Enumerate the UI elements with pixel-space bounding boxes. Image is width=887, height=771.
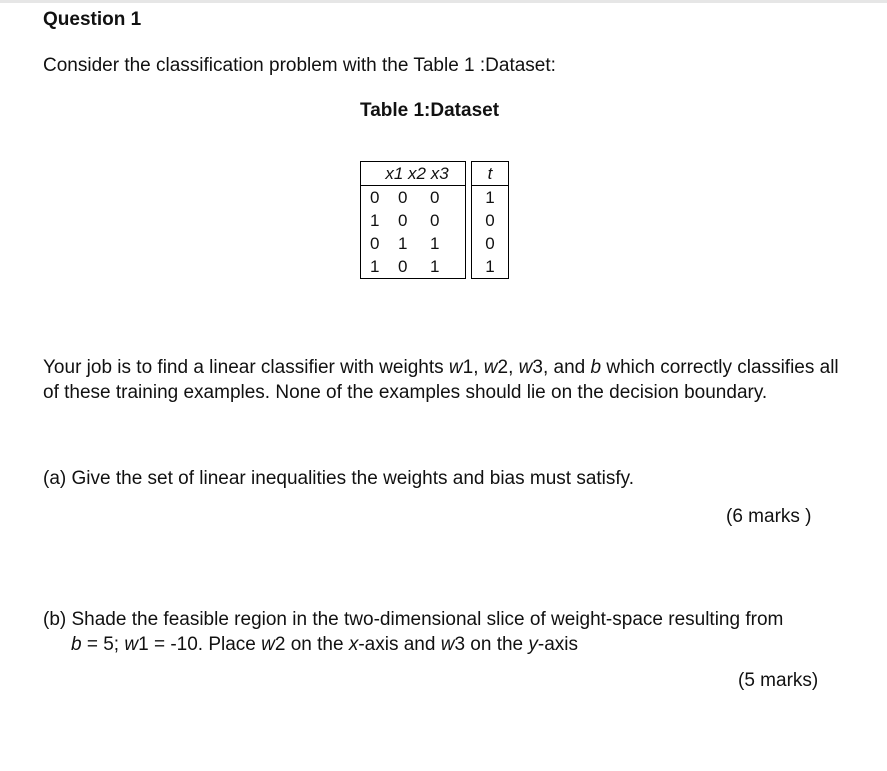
header-x3: x3 (430, 164, 449, 183)
cell-x3: 0 (430, 211, 440, 230)
header-t: t (472, 162, 509, 186)
cell-x2: 1 (398, 234, 408, 253)
cell-x3: 1 (430, 257, 440, 276)
cell-t: 1 (472, 186, 509, 210)
cell-x1: 1 (370, 257, 380, 276)
dataset-table (360, 161, 509, 279)
cell-t: 0 (472, 209, 509, 232)
x-columns-header (361, 162, 466, 186)
table-row (361, 255, 509, 279)
table-row (361, 209, 509, 232)
question-heading: Question 1 (43, 9, 142, 30)
part-a-question: (a) Give the set of linear inequalities the weights and bias must satisfy. (43, 468, 635, 489)
cell-x1: 1 (370, 211, 380, 230)
intro-text: Consider the classification problem with the Table 1 :Dataset: (43, 55, 556, 76)
table-caption: Table 1:Dataset (360, 100, 500, 121)
cell-x2: 0 (398, 188, 408, 207)
part-b-line1: (b) Shade the feasible region in the two-dimensional slice of weight-space resulting from (43, 609, 784, 630)
header-x1: x1 (385, 164, 404, 183)
cell-t: 1 (472, 255, 509, 279)
cell-x2: 0 (398, 257, 408, 276)
task-paragraph: Your job is to find a linear classifier with weights w1, w2, w3, and b which correctly classifies all of these training examples. None of the examples should lie on the decision boundary. (43, 357, 839, 403)
part-b-question (43, 607, 873, 657)
cell-x1: 0 (370, 188, 380, 207)
cell-t: 0 (472, 232, 509, 255)
cell-x3: 1 (430, 234, 440, 253)
top-rule (0, 0, 887, 3)
part-b-line2: b = 5; w1 = -10. Place w2 on the x-axis and w3 on the y-axis (71, 634, 579, 655)
cell-x2: 0 (398, 211, 408, 230)
table-row (361, 232, 509, 255)
part-a-marks: (6 marks ) (726, 506, 812, 527)
cell-x3: 0 (430, 188, 440, 207)
table-header-row (361, 162, 509, 186)
header-x2: x2 (408, 164, 426, 183)
cell-x1: 0 (370, 234, 380, 253)
table-row (361, 186, 509, 210)
part-b-marks: (5 marks) (738, 670, 819, 691)
